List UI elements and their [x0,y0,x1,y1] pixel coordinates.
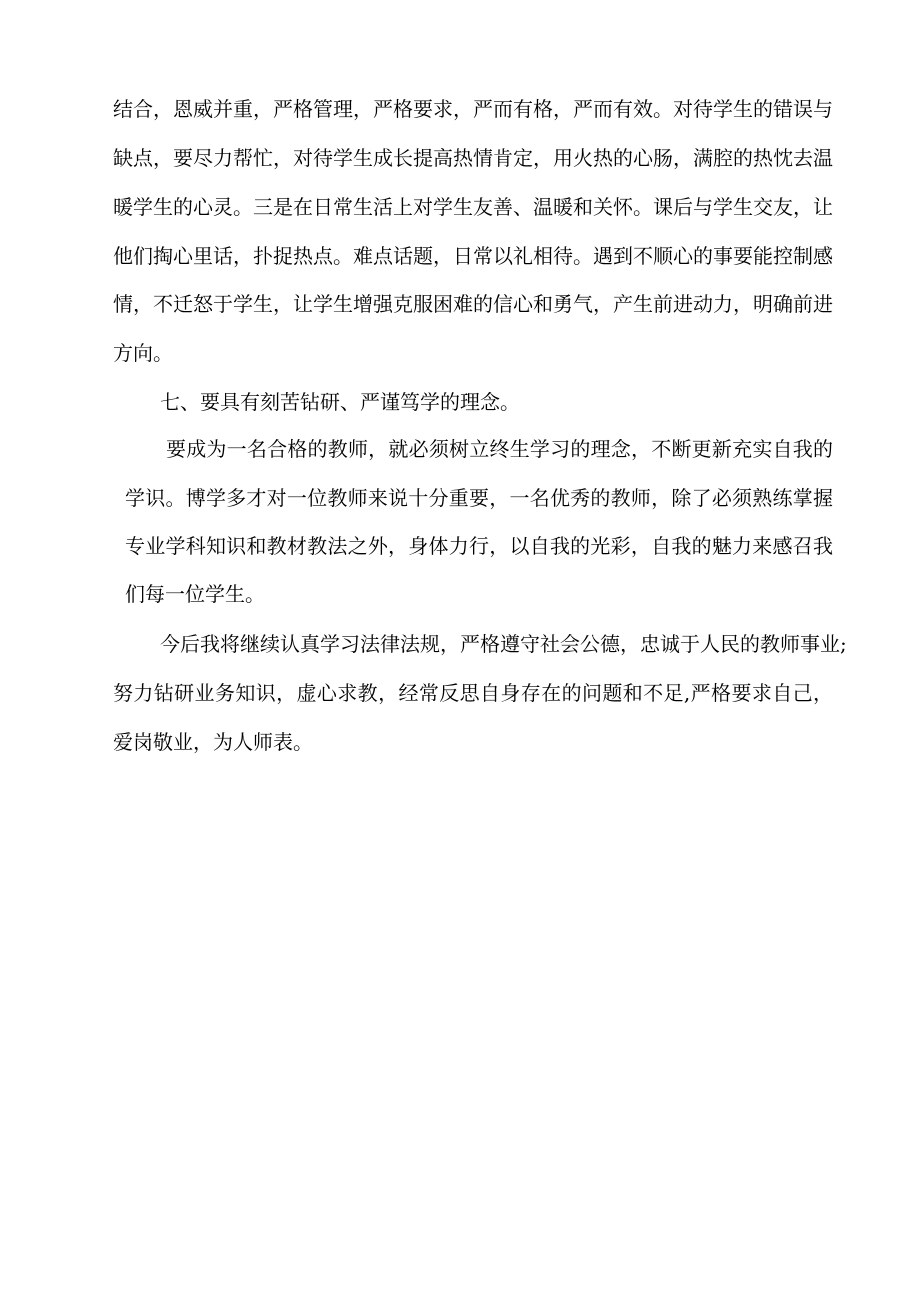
paragraph-2-line-3: 专业学科知识和教材教法之外，身体力行，以自我的光彩，自我的魅力来感召我 [125,534,833,558]
paragraph-2-line-2: 学识。博学多才对一位教师来说十分重要，一名优秀的教师，除了必须熟练掌握 [125,486,833,510]
paragraph-3-line-1: 今后我将继续认真学习法律法规，严格遵守社会公德，忠诚于人民的教师事业; [160,632,847,656]
section-heading-7: 七、要具有刻苦钻研、严谨笃学的理念。 [160,390,520,414]
paragraph-1-line-4: 他们掏心里话，扑捉热点。难点话题，日常以礼相待。遇到不顺心的事要能控制感 [113,244,833,268]
paragraph-3-line-2: 努力钻研业务知识，虚心求教，经常反思自身存在的问题和不足,严格要求自己， [113,681,833,705]
paragraph-1-line-5: 情，不迁怒于学生，让学生增强克服困难的信心和勇气，产生前进动力，明确前进 [113,292,833,316]
paragraph-2-line-4: 们每一位学生。 [125,582,265,606]
paragraph-1-line-3: 暖学生的心灵。三是在日常生活上对学生友善、温暖和关怀。课后与学生交友，让 [113,195,833,219]
paragraph-1-line-6: 方向。 [113,341,173,365]
paragraph-2-line-1: 要成为一名合格的教师，就必须树立终生学习的理念，不断更新充实自我的 [166,437,833,461]
paragraph-1-line-2: 缺点，要尽力帮忙，对待学生成长提高热情肯定，用火热的心肠，满腔的热忱去温 [113,146,833,170]
paragraph-3-line-3: 爱岗敬业，为人师表。 [113,730,313,754]
paragraph-1-line-1: 结合，恩威并重，严格管理，严格要求，严而有格，严而有效。对待学生的错误与 [113,97,833,121]
